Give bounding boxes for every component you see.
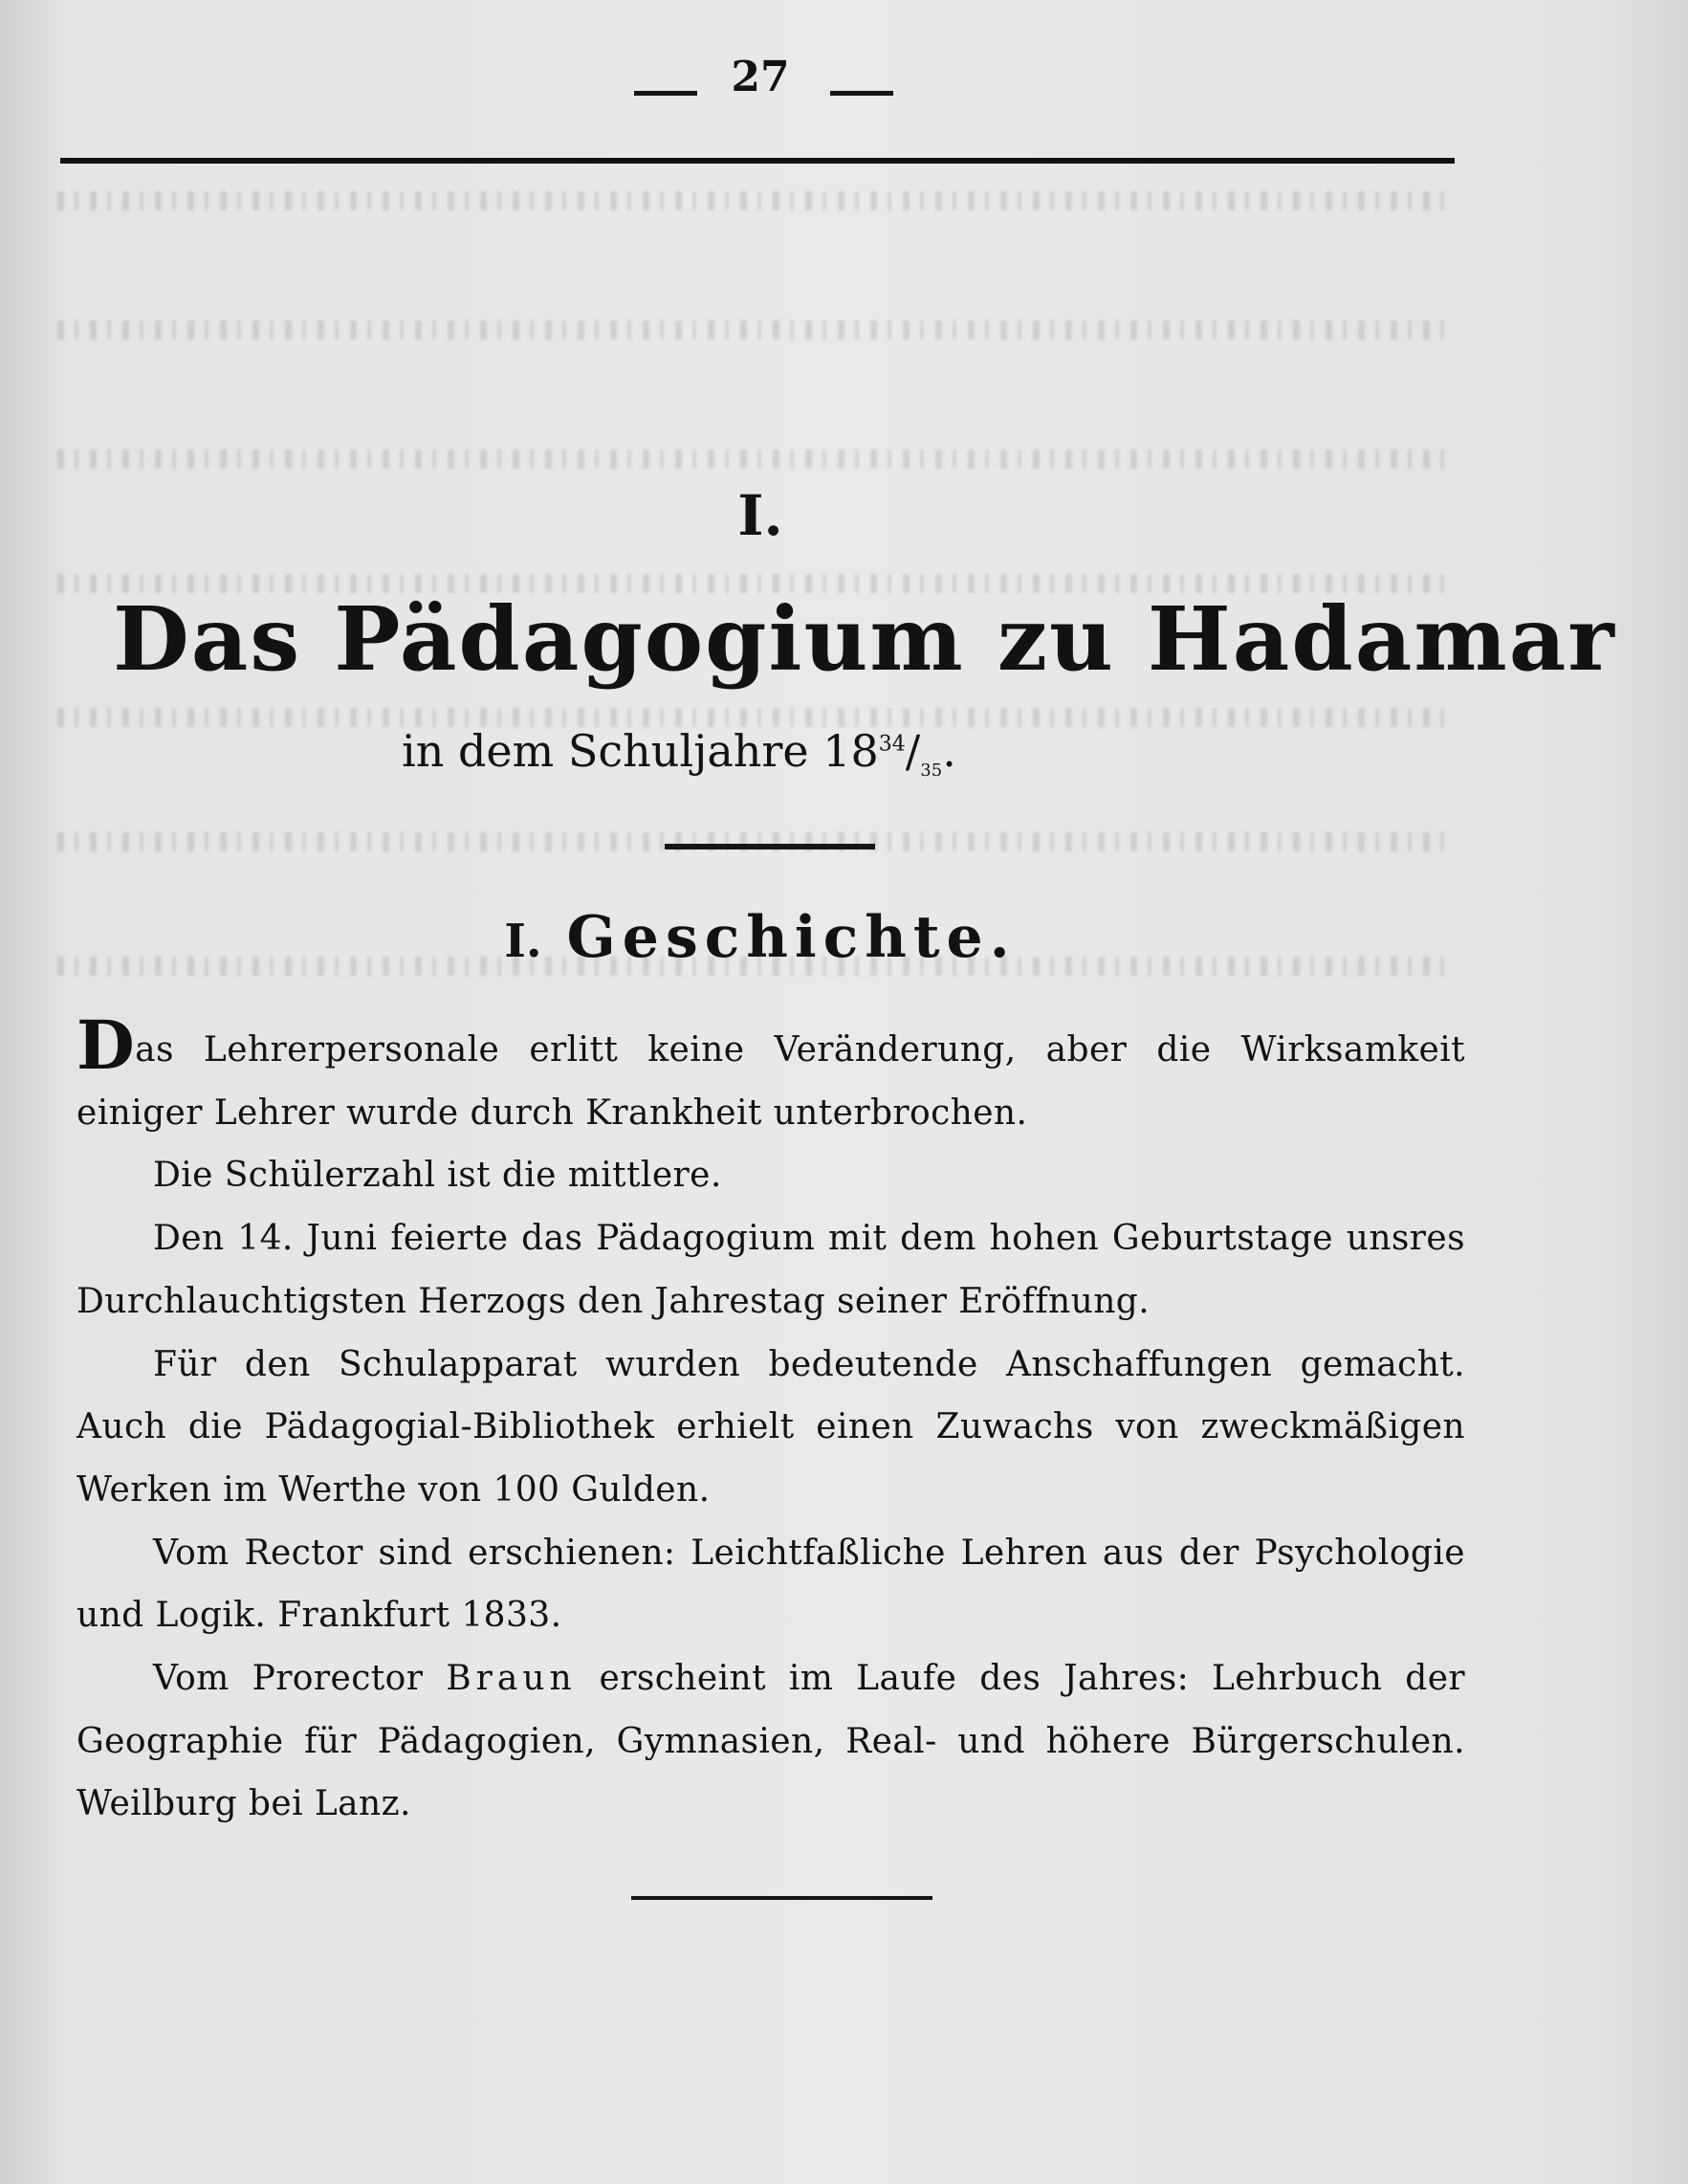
paragraph: Die Schülerzahl ist die mittlere. (153, 1156, 722, 1196)
chapter-numeral: I. (737, 483, 783, 548)
closing-rule (631, 1896, 932, 1900)
section-heading (0, 904, 1521, 971)
subtitle-year-subscript: 35 (920, 761, 943, 782)
bleed-through-texture (57, 708, 1454, 727)
section-title: Geschichte. (566, 904, 1017, 971)
header-dash-right (830, 91, 893, 96)
body-text (77, 1005, 1466, 1836)
paragraph: Vom Rector sind erschienen: Leichtfaßliche Lehren aus der Psychologie und Logik. Frankfurt 1833. (77, 1533, 1465, 1636)
paragraph (77, 1005, 1465, 1144)
paragraph: Den 14. Juni feierte das Pädagogium mit dem hohen Geburtstage unsres Durchlauchtigsten Herzogs den Jahrestag seiner Eröffnung. (77, 1219, 1465, 1321)
paragraph (77, 1647, 1465, 1836)
header-rule (60, 158, 1455, 164)
subtitle-slash: / (905, 725, 921, 777)
paragraph: Für den Schulapparat wurden bedeutende Anschaffungen gemacht. Auch die Pädagogial-Bibliothek erhielt einen Zuwachs von zweckmäßigen Werken im Werthe von 100 Gulden. (77, 1344, 1465, 1510)
page-number: 27 (731, 53, 790, 101)
subtitle-end: . (942, 725, 956, 777)
page-subtitle (402, 725, 1167, 782)
title-separator (665, 844, 875, 849)
paragraph-text: erscheint im Laufe des Jahres: Lehrbuch der Geographie für Pädagogien, Gymnasien, Real- und höhere Bürgerschulen. Weilburg bei Lanz. (77, 1659, 1466, 1824)
bleed-through-texture (57, 191, 1454, 210)
page-title: Das Pädagogium zu Hadamar (113, 587, 1616, 691)
subtitle-year-superscript: 34 (878, 732, 906, 757)
header-dash-left (634, 91, 697, 96)
subtitle-text: in dem Schuljahre 18 (402, 725, 879, 777)
bleed-through-texture (57, 320, 1454, 340)
drop-cap: D (77, 1005, 136, 1085)
author-name: Braun (446, 1659, 577, 1699)
section-number: I. (504, 915, 542, 968)
bleed-through-texture (57, 450, 1454, 469)
paragraph-text: as Lehrerpersonale erlitt keine Veränderung, aber die Wirksamkeit einiger Lehrer wurde durch Krankheit unterbrochen. (77, 1030, 1465, 1133)
paragraph-text: Vom Prorector (153, 1659, 447, 1699)
page-header (0, 53, 1688, 110)
